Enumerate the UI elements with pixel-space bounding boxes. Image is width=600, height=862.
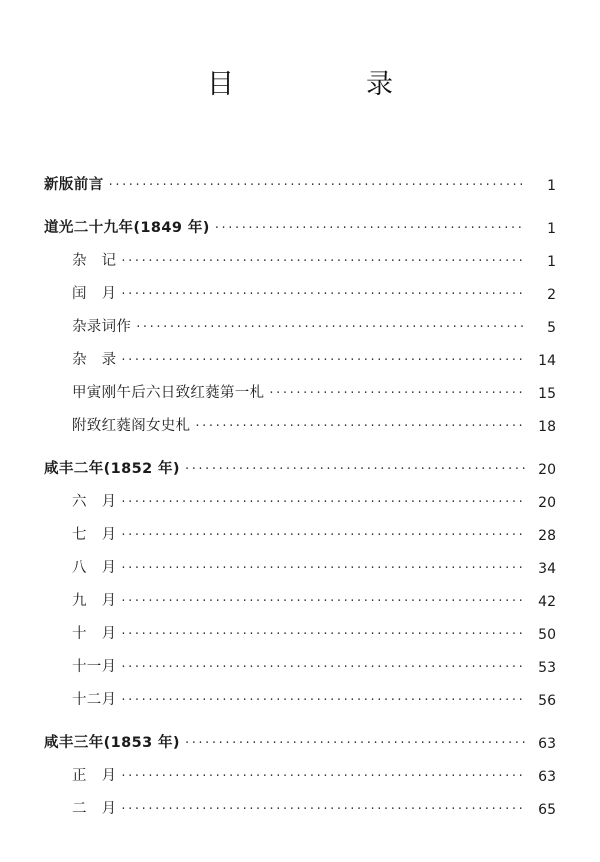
toc-entry-page-number: 56 <box>538 693 556 709</box>
toc-entry-label: 甲寅刚午后六日致红蕤第一札 <box>72 385 265 401</box>
toc-leader-dots <box>269 389 525 398</box>
toc-entry-page-number: 1 <box>547 178 556 194</box>
page-title: 目 录 <box>207 69 419 100</box>
toc-leader-dots <box>121 663 525 672</box>
toc-entry-label: 十二月 <box>72 692 117 708</box>
toc-entry-label: 八 月 <box>72 560 117 576</box>
toc-entry-page-number: 53 <box>538 660 556 676</box>
toc-leader-dots <box>121 772 525 781</box>
toc-entry-page-number: 18 <box>538 419 556 435</box>
toc-entry-page-number: 20 <box>538 495 556 511</box>
toc-leader-dots <box>109 181 525 190</box>
toc-entry-page-number: 2 <box>547 287 556 303</box>
toc-entry[interactable] <box>44 204 556 237</box>
toc-entry[interactable] <box>44 445 556 478</box>
toc-leader-dots <box>121 257 525 266</box>
toc-entry[interactable] <box>44 577 556 610</box>
toc-entry-label: 道光二十九年(1849 年) <box>44 220 210 236</box>
toc-entry-label: 咸丰三年(1853 年) <box>44 735 180 751</box>
toc-entry-page-number: 63 <box>538 769 556 785</box>
toc-entry-page-number: 50 <box>538 627 556 643</box>
toc-entry-page-number: 15 <box>538 386 556 402</box>
toc-entry-page-number: 14 <box>538 353 556 369</box>
toc-entry-label: 十一月 <box>72 659 117 675</box>
toc-entry-page-number: 65 <box>538 802 556 818</box>
toc-entry[interactable] <box>44 544 556 577</box>
toc-entry-label: 新版前言 <box>44 177 104 193</box>
toc-entry[interactable] <box>44 270 556 303</box>
toc-entry-page-number: 20 <box>538 462 556 478</box>
toc-entry[interactable] <box>44 303 556 336</box>
toc-entry[interactable] <box>44 610 556 643</box>
toc-entry-label: 正 月 <box>72 768 117 784</box>
toc-leader-dots <box>121 498 525 507</box>
toc-leader-dots <box>121 597 525 606</box>
toc-leader-dots <box>121 696 525 705</box>
toc-entry-page-number: 34 <box>538 561 556 577</box>
toc-entry-page-number: 5 <box>547 320 556 336</box>
toc-entry[interactable] <box>44 785 556 818</box>
toc-leader-dots <box>121 805 525 814</box>
toc-leader-dots <box>121 630 525 639</box>
toc-entry-label: 附致红蕤阁女史札 <box>72 418 191 434</box>
toc-entry-page-number: 63 <box>538 736 556 752</box>
toc-entry-label: 二 月 <box>72 801 117 817</box>
toc-leader-dots <box>121 564 525 573</box>
toc-entry[interactable] <box>44 336 556 369</box>
toc-leader-dots <box>121 290 525 299</box>
toc-entry-page-number: 42 <box>538 594 556 610</box>
toc-entry[interactable] <box>44 676 556 709</box>
toc-leader-dots <box>195 422 525 431</box>
toc-leader-dots <box>185 465 525 474</box>
toc-entry[interactable] <box>44 237 556 270</box>
toc-entry[interactable] <box>44 511 556 544</box>
toc-entry-label: 九 月 <box>72 593 117 609</box>
toc-entry-label: 咸丰二年(1852 年) <box>44 461 180 477</box>
toc-entry-label: 杂 录 <box>72 352 117 368</box>
toc-leader-dots <box>136 323 525 332</box>
toc-entry-label: 七 月 <box>72 527 117 543</box>
toc-entry-label: 十 月 <box>72 626 117 642</box>
toc-entry-label: 六 月 <box>72 494 117 510</box>
toc-leader-dots <box>121 531 525 540</box>
toc-entry-label: 闰 月 <box>72 286 117 302</box>
toc-entry[interactable] <box>44 369 556 402</box>
toc-leader-dots <box>121 356 525 365</box>
toc-entry-label: 杂 记 <box>72 253 117 269</box>
toc-entry[interactable] <box>44 161 556 194</box>
toc-entry-page-number: 28 <box>538 528 556 544</box>
toc-entry-label: 杂录词作 <box>72 319 132 335</box>
toc-entry[interactable] <box>44 719 556 752</box>
toc-leader-dots <box>185 739 525 748</box>
toc-entry[interactable] <box>44 402 556 435</box>
toc-entry-page-number: 1 <box>547 221 556 237</box>
toc-entry-page-number: 1 <box>547 254 556 270</box>
toc-entry[interactable] <box>44 478 556 511</box>
table-of-contents <box>44 161 556 818</box>
toc-leader-dots <box>215 224 525 233</box>
toc-entry[interactable] <box>44 752 556 785</box>
document-page <box>0 62 600 862</box>
toc-entry[interactable] <box>44 643 556 676</box>
